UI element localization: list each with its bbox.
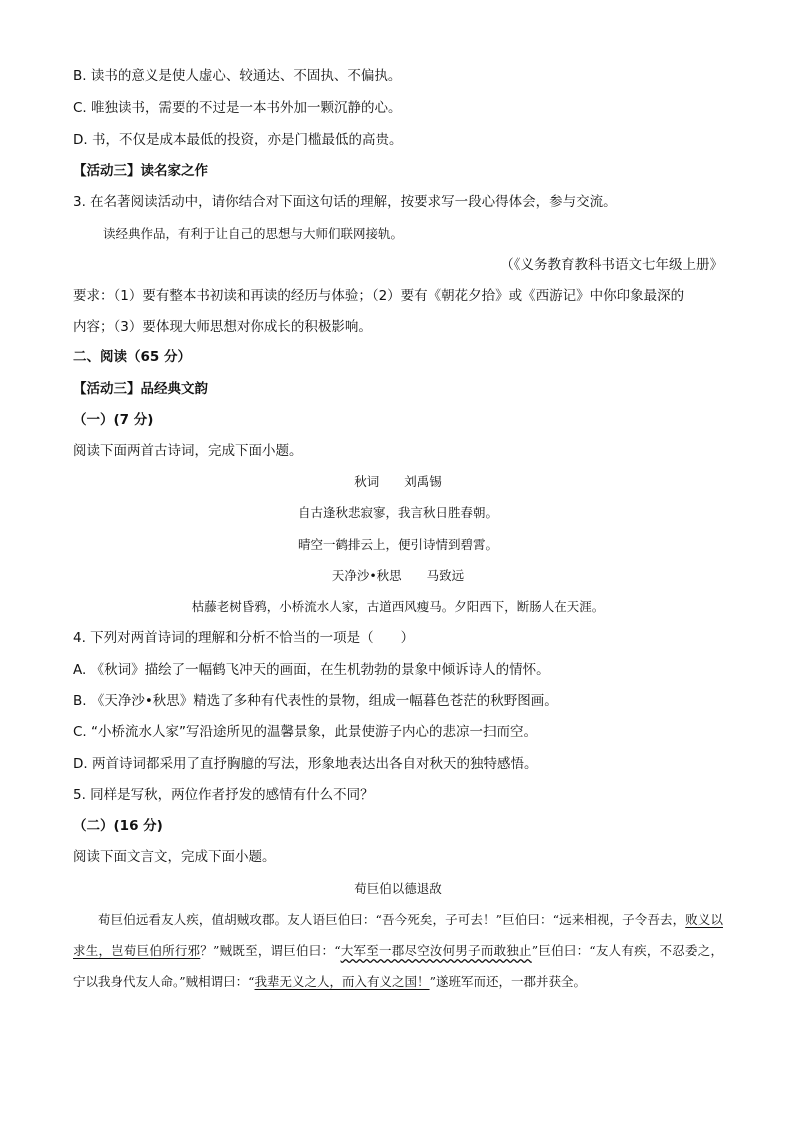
q4-option-d: D. 两首诗词都采用了直抒胸臆的写法，形象地表达出各自对秋天的独特感悟。: [73, 756, 538, 772]
option-b: B. 读书的意义是使人虚心、较通达、不固执、不偏执。: [73, 68, 402, 84]
quote: 读经典作品，有利于让自己的思想与大师们联网接轨。: [103, 226, 404, 241]
requirement-line-1: 要求：（1）要有整本书初读和再读的经历与体验；（2）要有《朝花夕拾》或《西游记》中你印象最深的: [73, 288, 685, 304]
poem1-line-2: 晴空一鹤排云上，便引诗情到碧霄。: [297, 537, 498, 552]
prose-seg-5: ”巨伯曰：“友人有疾，不忍委之，宁以我身代友人命。”贼相谓曰：“: [73, 943, 723, 989]
quote-source: （《义务教育教科书语文七年级上册》: [500, 257, 723, 273]
prose-seg-1: 荀巨伯远看友人疾，值胡贼攻郡。友人语巨伯曰：“吾今死矣，子可去！”巨伯曰：“远来相视，子令吾去，: [98, 912, 686, 927]
activity3-heading: 【活动三】读名家之作: [73, 163, 208, 179]
section-2-heading: 二、阅读（65 分）: [73, 349, 191, 365]
prose-title: 荀巨伯以德退敌: [354, 881, 442, 896]
question-4: 4. 下列对两首诗词的理解和分析不恰当的一项是（ ）: [73, 630, 415, 646]
q4-option-a: A. 《秋词》描绘了一幅鹤飞冲天的画面，在生机勃勃的景象中倾诉诗人的情怀。: [73, 662, 550, 678]
question-5: 5. 同样是写秋，两位作者抒发的感情有什么不同？: [73, 787, 374, 803]
poem2-title: 天净沙•秋思 马致远: [331, 568, 465, 583]
poem1-line-1: 自古逢秋悲寂寥，我言秋日胜春朝。: [297, 505, 498, 520]
requirement-line-2: 内容；（3）要体现大师思想对你成长的积极影响。: [73, 319, 372, 335]
part1-heading: （一）(7 分): [73, 412, 154, 428]
part1-instruction: 阅读下面两首古诗词，完成下面小题。: [73, 443, 303, 459]
activity3b-heading: 【活动三】品经典文韵: [73, 381, 208, 397]
part2-heading: （二）(16 分): [73, 818, 163, 834]
q4-option-b: B. 《天净沙•秋思》精选了多种有代表性的景物，组成一幅暮色苍茫的秋野图画。: [73, 693, 558, 709]
question-3: 3. 在名著阅读活动中，请你结合对下面这句话的理解，按要求写一段心得体会，参与交流。: [73, 194, 617, 210]
prose-underlined-1: 败义以求生，岂荀巨伯所行邪: [73, 912, 723, 958]
prose-seg-3: ？”贼既至，谓巨伯曰：“: [200, 943, 341, 958]
option-c: C. 唯独读书，需要的不过是一本书外加一颗沉静的心。: [73, 100, 402, 116]
q4-option-c: C. “小桥流水人家”写沿途所见的温馨景象，此景使游子内心的悲凉一扫而空。: [73, 724, 537, 740]
poem2-line-1: 枯藤老树昏鸦，小桥流水人家，古道西风瘦马。夕阳西下，断肠人在天涯。: [191, 599, 605, 614]
option-d: D. 书，不仅是成本最低的投资，亦是门槛最低的高贵。: [73, 132, 403, 148]
prose-wavy-underlined: 大军至一郡尽空汝何男子而敢独止: [340, 943, 532, 958]
part2-instruction: 阅读下面文言文，完成下面小题。: [73, 849, 276, 865]
poem1-title: 秋词 刘禹锡: [354, 474, 442, 489]
prose-paragraph: [73, 904, 723, 997]
prose-seg-7: ”遂班军而还，一郡并获全。: [429, 974, 586, 989]
prose-underlined-2: 我辈无义之人，而入有义之国！: [254, 974, 430, 989]
